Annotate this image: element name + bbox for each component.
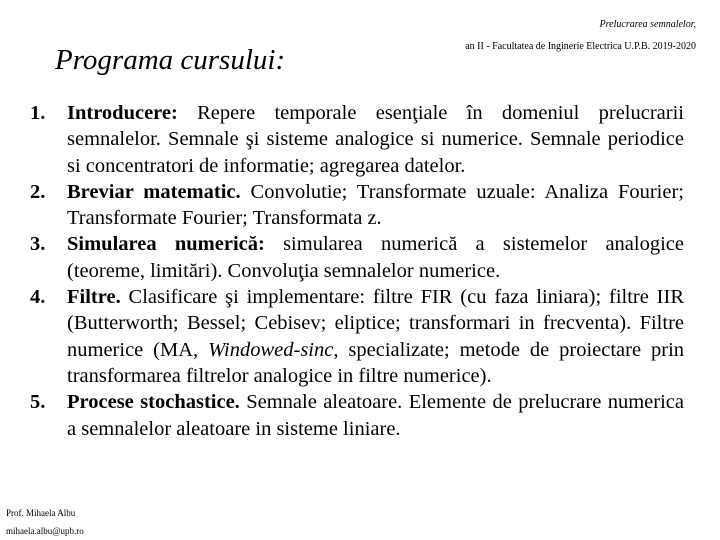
item-heading: Procese stochastice. xyxy=(67,391,240,414)
list-item xyxy=(0,231,720,284)
course-name: Prelucrarea semnalelor, xyxy=(599,19,696,30)
item-number: 2. xyxy=(30,180,46,203)
item-heading: Introducere: xyxy=(67,102,178,124)
course-outline-list xyxy=(0,100,720,442)
item-text: Convolutie; Transformate uzuale: Analiza Fourier; Transformate Fourier; Transformata z. xyxy=(67,180,685,230)
item-number: 1. xyxy=(30,102,46,124)
list-item xyxy=(0,179,720,232)
item-text: Semnale aleatoare. Elemente de prelucrare numerica a semnalelor aleatoare in sisteme liniare. xyxy=(67,391,684,440)
author-name: Prof. Mihaela Albu xyxy=(6,508,76,518)
item-number: 5. xyxy=(30,391,46,414)
page-title: Programa cursului: xyxy=(55,44,286,76)
footer xyxy=(6,504,84,540)
item-text: Clasificare şi implementare: filtre FIR (cu faza liniara); filtre IIR (Butterworth; Bessel; Cebisev; eliptice; transformari in frecventa). Filtre numerice (MA, xyxy=(67,286,684,361)
item-text: , specializate; metode de proiectare prin transformarea filtrelor analogice in filtre numerice). xyxy=(67,338,685,387)
item-heading: Breviar matematic. xyxy=(67,180,241,203)
list-item xyxy=(0,284,720,389)
header-info xyxy=(465,14,696,58)
list-item xyxy=(0,100,720,179)
item-number: 4. xyxy=(30,286,46,309)
institution-line: an II - Facultatea de Inginerie Electrica U.P.B. 2019-2020 xyxy=(465,41,696,52)
item-text-italic: Windowed-sinc xyxy=(208,338,334,361)
item-number: 3. xyxy=(30,233,46,256)
item-text: Repere temporale esenţiale în domeniul prelucrarii semnalelor. Semnale şi sisteme analogice si numerice. Semnale periodice si concentratori de informatie; agregarea datelor. xyxy=(67,102,684,177)
item-text: simularea numerică a sistemelor analogice (teoreme, limitări). Convoluţia semnalelor numerice. xyxy=(67,233,684,282)
author-email: mihaela.albu@upb.ro xyxy=(6,526,84,536)
item-heading: Simularea numerică: xyxy=(67,233,265,256)
item-heading: Filtre. xyxy=(67,286,121,309)
list-item xyxy=(0,389,720,442)
